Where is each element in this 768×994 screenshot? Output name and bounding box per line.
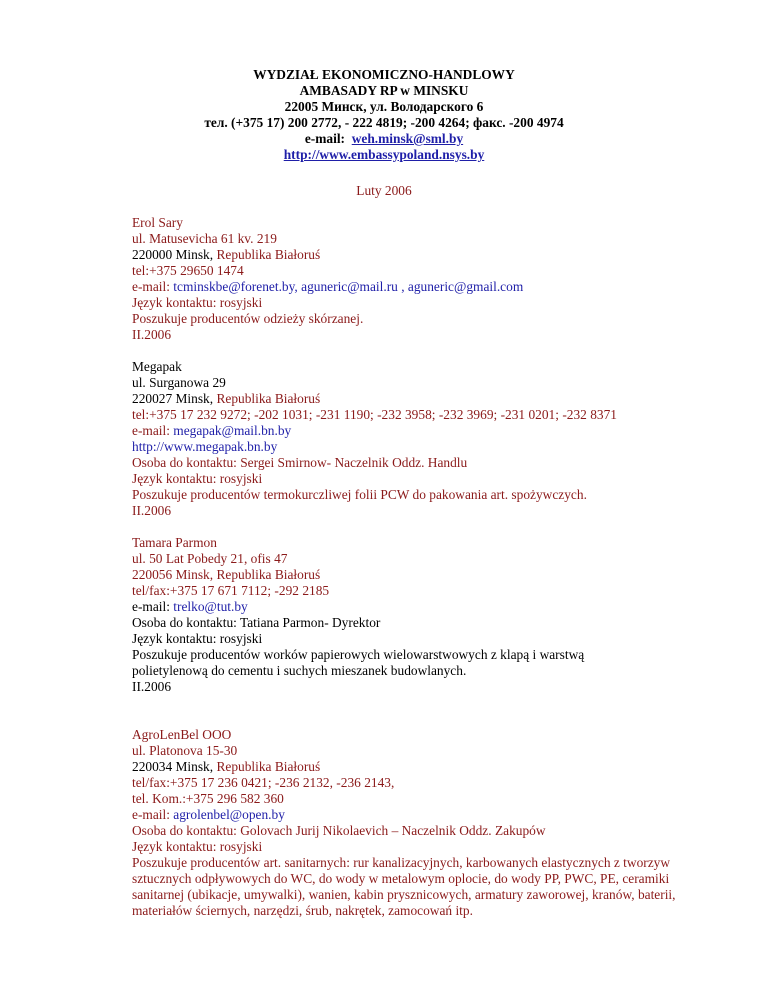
entry-language: Język kontaktu: rosyjski (132, 839, 263, 854)
entry-date: II.2006 (132, 679, 172, 694)
header-email-line (0, 131, 768, 147)
entry-email: e-mail: tcminskbe@forenet.by, aguneric@mail.ru , aguneric@gmail.com (132, 279, 524, 294)
header-phones: тел. (+375 17) 200 2772, - 222 4819; -200 4264; факс. -200 4974 (204, 115, 564, 130)
entry-erol-sary (132, 215, 732, 343)
entry-description: Poszukuje producentów worków papierowych wielowarstwowych z klapą i warstwą polietylenową do cementu i suchych mieszanek budowlanych. (132, 647, 585, 678)
entry-email-link[interactable]: agrolenbel@open.by (173, 807, 285, 822)
entry-language: Język kontaktu: rosyjski (132, 631, 263, 646)
entry-street: ul. Matusevicha 61 kv. 219 (132, 231, 277, 246)
entry-language: Język kontaktu: rosyjski (132, 295, 263, 310)
entry-city: 220027 Minsk, Republika Białoruś (132, 391, 321, 406)
entry-email-link[interactable]: megapak@mail.bn.by (173, 423, 292, 438)
header-embassy: AMBASADY RP w MINSKU (299, 83, 469, 98)
entry-street: ul. Surganowa 29 (132, 375, 226, 390)
entry-email: e-mail: megapak@mail.bn.by (132, 423, 292, 438)
entry-phone: tel:+375 17 232 9272; -202 1031; -231 1190; -232 3958; -232 3969; -231 0201; -232 8371 (132, 407, 617, 422)
header-email-link[interactable]: weh.minsk@sml.by (351, 131, 464, 146)
entry-city: 220034 Minsk, Republika Białoruś (132, 759, 321, 774)
entry-language: Język kontaktu: rosyjski (132, 471, 263, 486)
entry-description: Poszukuje producentów odzieży skórzanej. (132, 311, 364, 326)
entry-email-link[interactable]: trelko@tut.by (173, 599, 248, 614)
entry-name: Megapak (132, 359, 182, 374)
entry-date: II.2006 (132, 327, 172, 342)
header-website-link[interactable]: http://www.embassypoland.nsys.by (283, 147, 485, 162)
entry-name: AgroLenBel OOO (132, 727, 232, 742)
entry-city: 220056 Minsk, Republika Białoruś (132, 567, 321, 582)
entry-mobile: tel. Kom.:+375 296 582 360 (132, 791, 284, 806)
header-email-label: e-mail: (304, 131, 346, 146)
entry-phone: tel:+375 29650 1474 (132, 263, 244, 278)
entry-website[interactable]: http://www.megapak.bn.by (132, 439, 278, 454)
header-department: WYDZIAŁ EKONOMICZNO-HANDLOWY (253, 67, 515, 82)
entry-contact: Osoba do kontaktu: Sergei Smirnow- Naczelnik Oddz. Handlu (132, 455, 468, 470)
entry-phone: tel/fax:+375 17 236 0421; -236 2132, -236 2143, (132, 775, 395, 790)
entry-tamara-parmon (132, 535, 732, 695)
entry-email-link[interactable]: tcminskbe@forenet.by, aguneric@mail.ru , aguneric@gmail.com (173, 279, 524, 294)
entry-phone: tel/fax:+375 17 671 7112; -292 2185 (132, 583, 330, 598)
entry-street: ul. 50 Lat Pobedy 21, ofis 47 (132, 551, 288, 566)
entry-email: e-mail: trelko@tut.by (132, 599, 248, 614)
document-header (0, 67, 768, 163)
entry-agrolenbel (132, 727, 732, 919)
entry-name: Tamara Parmon (132, 535, 217, 550)
document-date: Luty 2006 (356, 183, 412, 198)
header-website-line (0, 147, 768, 163)
entry-name: Erol Sary (132, 215, 183, 230)
entry-email: e-mail: agrolenbel@open.by (132, 807, 285, 822)
entry-megapak (132, 359, 732, 519)
entry-street: ul. Platonova 15-30 (132, 743, 238, 758)
entry-date: II.2006 (132, 503, 172, 518)
entry-description: Poszukuje producentów termokurczliwej folii PCW do pakowania art. spożywczych. (132, 487, 587, 502)
entry-contact: Osoba do kontaktu: Golovach Jurij Nikolaevich – Naczelnik Oddz. Zakupów (132, 823, 546, 838)
entry-city: 220000 Minsk, Republika Białoruś (132, 247, 321, 262)
header-address: 22005 Минск, ул. Володарского 6 (284, 99, 484, 114)
entry-contact: Osoba do kontaktu: Tatiana Parmon- Dyrektor (132, 615, 381, 630)
entry-description: Poszukuje producentów art. sanitarnych: rur kanalizacyjnych, karbowanych elastycznych z tworzyw sztucznych odpływowych do WC, do wody w metalowym oplocie, do wody PP, PWC, PE, ceramiki sanitarnej (ubikacje, umywalki), wanien, kabin prysznicowych, armatury zaworowej, kranów, baterii, materiałów ściernych, narzędzi, śrub, nakrętek, zamocowań itp. (132, 855, 676, 918)
